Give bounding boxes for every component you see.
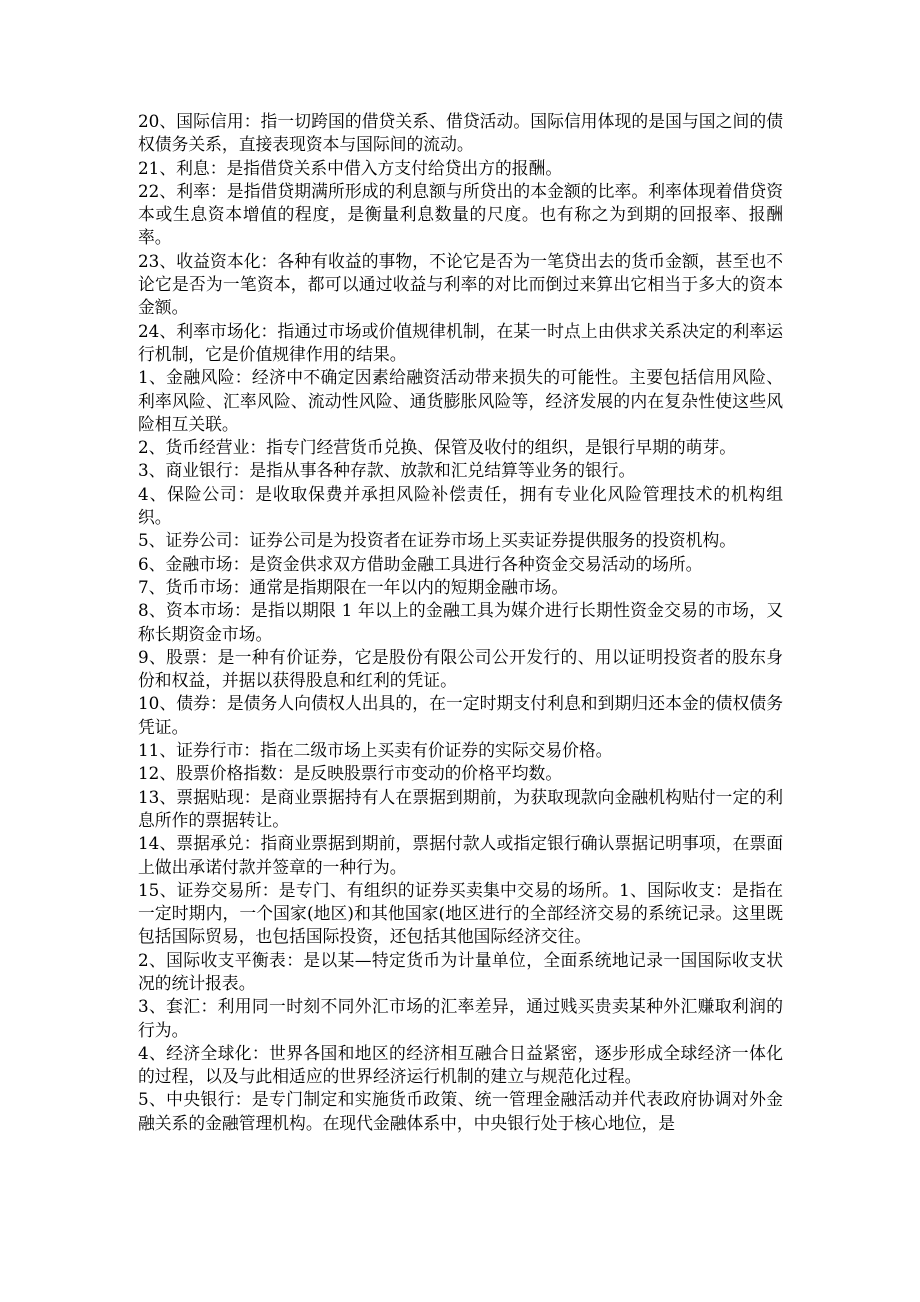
definition-paragraph: 11、证券行市：指在二级市场上买卖有价证券的实际交易价格。 <box>138 740 613 761</box>
definition-paragraph: 20、国际信用：指一切跨国的借贷关系、借贷活动。国际信用体现的是国与国之间的债权债务关系，直接表现资本与国际间的流动。 <box>138 111 783 155</box>
definition-paragraph: 3、商业银行：是指从事各种存款、放款和汇兑结算等业务的银行。 <box>138 460 636 481</box>
definition-paragraph: 3、套汇：利用同一时刻不同外汇市场的汇率差异，通过贱买贵卖某种外汇赚取利润的行为。 <box>138 996 783 1040</box>
definition-paragraph: 1、金融风险：经济中不确定因素给融资活动带来损失的可能性。主要包括信用风险、利率风险、汇率风险、流动性风险、通货膨胀风险等，经济发展的内在复杂性使这些风险相互关联。 <box>138 367 783 434</box>
definition-paragraph: 10、债券：是债务人向债权人出具的，在一定时期支付利息和到期归还本金的债权债务凭证。 <box>138 693 783 737</box>
definition-paragraph: 5、证券公司：证券公司是为投资者在证券市场上买卖证券提供服务的投资机构。 <box>138 530 737 551</box>
definition-paragraph: 24、利率市场化：指通过市场或价值规律机制，在某一时点上由供求关系决定的利率运行机制，它是价值规律作用的结果。 <box>138 320 783 364</box>
definition-paragraph: 12、股票价格指数：是反映股票行市变动的价格平均数。 <box>138 763 563 784</box>
definition-paragraph: 6、金融市场：是资金供求双方借助金融工具进行各种资金交易活动的场所。 <box>138 553 703 574</box>
definition-paragraph: 4、保险公司：是收取保费并承担风险补偿责任，拥有专业化风险管理技术的机构组织。 <box>138 483 783 528</box>
document-body <box>138 110 783 1135</box>
definition-paragraph: 5、中央银行：是专门制定和实施货币政策、统一管理金融活动并代表政府协调对外金融关系的金融管理机构。在现代金融体系中，中央银行处于核心地位，是 <box>138 1089 783 1133</box>
definition-paragraph: 23、收益资本化：各种有收益的事物，不论它是否为一笔贷出去的货币金额，甚至也不论它是否为一笔资本，都可以通过收益与利率的对比而倒过来算出它相当于多大的资本金额。 <box>138 250 783 318</box>
definition-paragraph: 7、货币市场：通常是指期限在一年以内的短期金融市场。 <box>138 576 569 597</box>
definition-paragraph: 22、利率：是指借贷期满所形成的利息额与所贷出的本金额的比率。利率体现着借贷资本或生息资本增值的程度，是衡量利息数量的尺度。也有称之为到期的回报率、报酬率。 <box>138 180 783 248</box>
definition-paragraph: 15、证券交易所：是专门、有组织的证券买卖集中交易的场所。1、国际收支：是指在一定时期内，一个国家(地区)和其他国家(地区进行的全部经济交易的系统记录。这里既包括国际贸易，也包括国际投资，还包括其他国际经济交往。 <box>138 879 783 947</box>
definition-paragraph: 2、货币经营业：指专门经营货币兑换、保管及收付的组织，是银行早期的萌芽。 <box>138 437 737 458</box>
definition-paragraph: 8、资本市场：是指以期限 1 年以上的金融工具为媒介进行长期性资金交易的市场，又称长期资金市场。 <box>138 600 783 644</box>
definition-paragraph: 4、经济全球化：世界各国和地区的经济相互融合日益紧密，逐步形成全球经济一体化的过程，以及与此相适应的世界经济运行机制的建立与规范化过程。 <box>138 1042 783 1087</box>
definition-paragraph: 2、国际收支平衡表：是以某—特定货币为计量单位，全面系统地记录一国国际收支状况的统计报表。 <box>138 949 783 993</box>
definition-paragraph: 21、利息：是指借贷关系中借入方支付给贷出方的报酬。 <box>138 157 563 178</box>
definition-paragraph: 13、票据贴现：是商业票据持有人在票据到期前，为获取现款向金融机构贴付一定的利息所作的票据转让。 <box>138 786 783 830</box>
definition-paragraph: 14、票据承兑：指商业票据到期前，票据付款人或指定银行确认票据记明事项，在票面上做出承诺付款并签章的一种行为。 <box>138 833 783 877</box>
definition-paragraph: 9、股票：是一种有价证券，它是股份有限公司公开发行的、用以证明投资者的股东身份和权益，并据以获得股息和红利的凭证。 <box>138 646 783 691</box>
